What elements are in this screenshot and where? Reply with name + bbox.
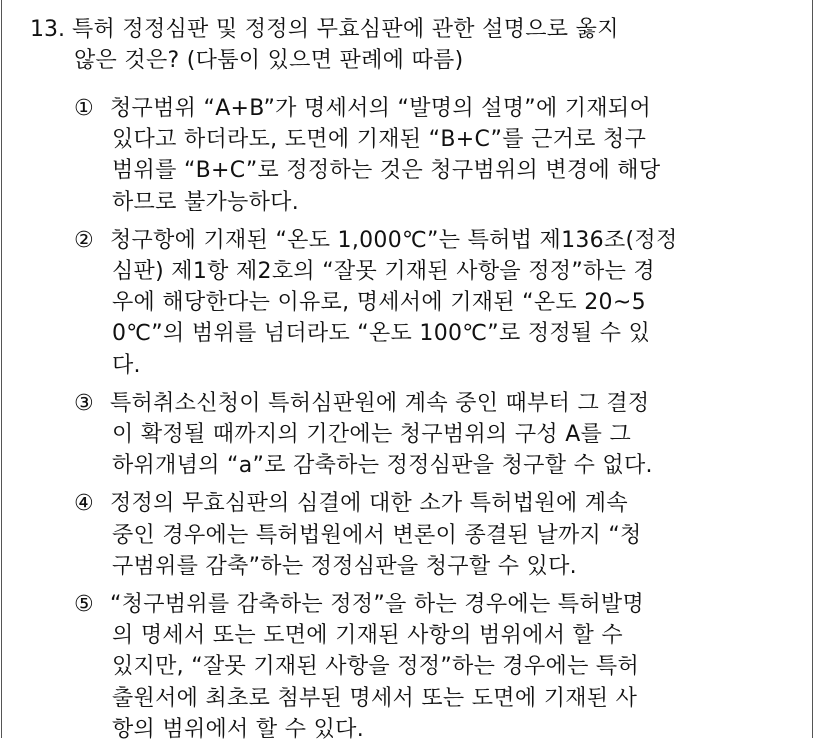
option-5-text-line[interactable]: 출원서에 최초로 첨부된 명세서 또는 도면에 기재된 사 xyxy=(112,685,638,711)
option-5-text-line[interactable]: 항의 범위에서 할 수 있다. xyxy=(112,716,364,742)
option-1-text-line[interactable]: 하므로 불가능하다. xyxy=(112,189,300,215)
option-5-text-line[interactable]: “청구범위를 감축하는 정정”을 하는 경우에는 특허발명 xyxy=(110,592,645,617)
option-1-marker[interactable]: ① xyxy=(74,96,94,121)
option-2-marker[interactable]: ② xyxy=(74,227,94,253)
option-3-text-line[interactable]: 하위개념의 “a”로 감축하는 정정심판을 청구할 수 없다. xyxy=(112,453,653,479)
option-3-text-line[interactable]: 특허취소신청이 특허심판원에 계속 중인 때부터 그 결정 xyxy=(110,390,650,416)
option-2-text-line[interactable]: 다. xyxy=(112,352,141,378)
option-5-text-line[interactable]: 의 명세서 또는 도면에 기재된 사항의 범위에서 할 수 xyxy=(112,623,623,649)
option-5-text-line[interactable]: 있지만, “잘못 기재된 사항을 정정”하는 경우에는 특허 xyxy=(112,654,640,680)
option-3-marker[interactable]: ③ xyxy=(74,390,94,416)
option-2-text-line[interactable]: 우에 해당한다는 이유로, 명세서에 기재된 “온도 20~5 xyxy=(112,290,646,316)
question-text-line: 특허 정정심판 및 정정의 무효심판에 관한 설명으로 옳지 xyxy=(72,17,619,42)
question-number: 13. xyxy=(30,17,65,42)
option-4-text-line[interactable]: 구범위를 감축”하는 정정심판을 청구할 수 있다. xyxy=(112,553,577,579)
option-4-text-line[interactable]: 정정의 무효심판의 심결에 대한 소가 특허법원에 계속 xyxy=(110,491,628,517)
option-3-text-line[interactable]: 이 확정될 때까지의 기간에는 청구범위의 구성 A를 그 xyxy=(112,422,631,447)
option-1-text-line[interactable]: 범위를 “B+C”로 정정하는 것은 청구범위의 변경에 해당 xyxy=(112,158,661,184)
option-1-text-line[interactable]: 청구범위 “A+B”가 명세서의 “발명의 설명”에 기재되어 xyxy=(110,96,652,121)
option-2-text-line[interactable]: 0℃”의 범위를 넘더라도 “온도 100℃”로 정정될 수 있 xyxy=(112,321,651,347)
option-4-marker[interactable]: ④ xyxy=(74,491,94,517)
option-2-text-line[interactable]: 청구항에 기재된 “온도 1,000℃”는 특허법 제136조(정정 xyxy=(110,227,678,253)
option-5-marker[interactable]: ⑤ xyxy=(74,592,94,617)
option-2-text-line[interactable]: 심판) 제1항 제2호의 “잘못 기재된 사항을 정정”하는 경 xyxy=(112,259,655,284)
option-4-text-line[interactable]: 중인 경우에는 특허법원에서 변론이 종결된 날까지 “청 xyxy=(112,522,642,548)
question-text-line: 않은 것은? (다툼이 있으면 판례에 따름) xyxy=(74,48,464,73)
option-1-text-line[interactable]: 있다고 하더라도, 도면에 기재된 “B+C”를 근거로 청구 xyxy=(112,127,647,153)
